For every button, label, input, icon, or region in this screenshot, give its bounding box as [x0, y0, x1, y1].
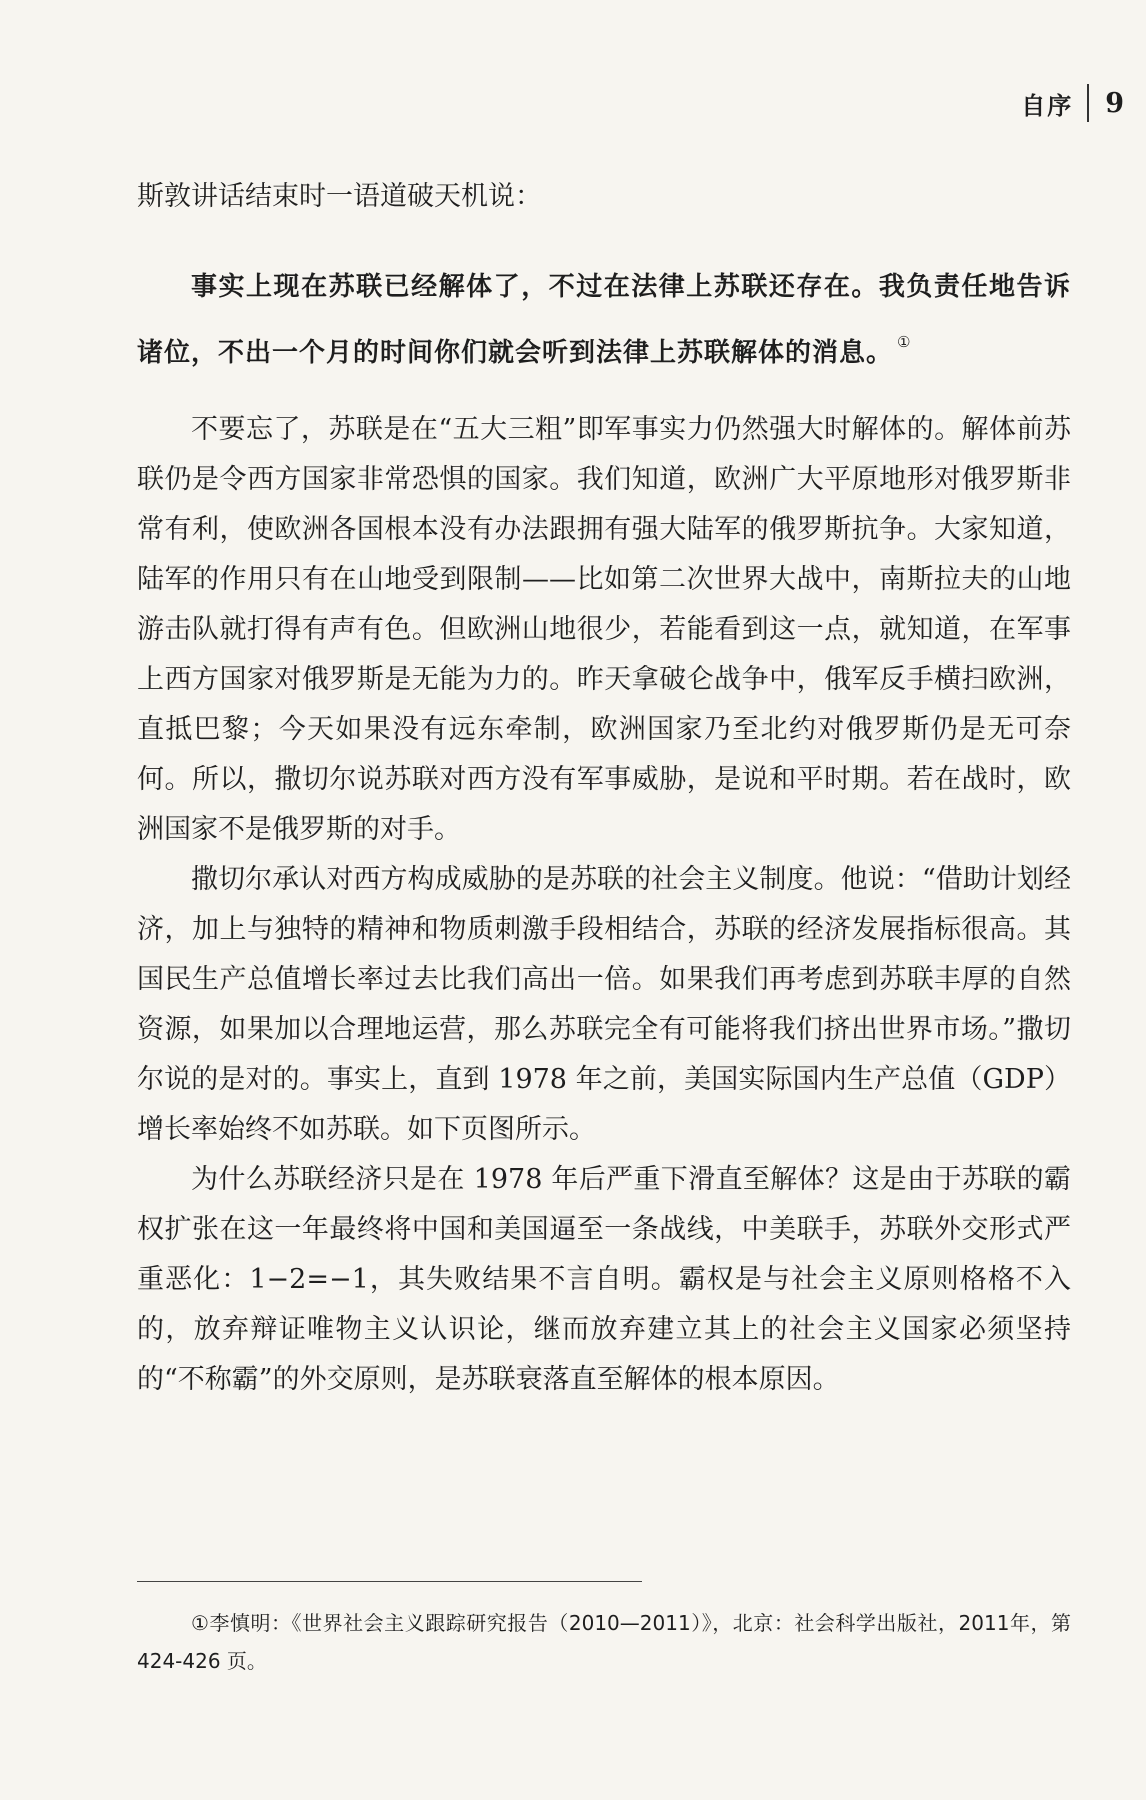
intro-line: 斯敦讲话结束时一语道破天机说： [137, 181, 542, 212]
footnote-reference: ① [897, 333, 912, 351]
intro-paragraph [137, 172, 1071, 222]
footnote-separator [137, 1581, 642, 1582]
paragraph-hegemony: 为什么苏联经济只是在 1978 年后严重下滑直至解体？这是由于苏联的霸权扩张在这一年最终将中国和美国逼至一条战线，中美联手，苏联外交形式严重恶化：1−2=−1，其失败结果不言自明。霸权是与社会主义原则格格不入的，放弃辩证唯物主义认识论，继而放弃建立其上的社会主义国家必须坚持的“不称霸”的外交原则，是苏联衰落直至解体的根本原因。 [137, 1164, 1071, 1395]
paragraph-economy: 撒切尔承认对西方构成威胁的是苏联的社会主义制度。他说：“借助计划经济，加上与独特的精神和物质刺激手段相结合，苏联的经济发展指标很高。其国民生产总值增长率过去比我们高出一倍。如果我们再考虑到苏联丰厚的自然资源，如果加以合理地运营，那么苏联完全有可能将我们挤出世界市场。”撒切尔说的是对的。事实上，直到 1978 年之前，美国实际国内生产总值（GDP）增长率始终不如苏联。如下页图所示。 [137, 864, 1071, 1145]
paragraph-military: 不要忘了，苏联是在“五大三粗”即军事实力仍然强大时解体的。解体前苏联仍是令西方国家非常恐惧的国家。我们知道，欧洲广大平原地形对俄罗斯非常有利，使欧洲各国根本没有办法跟拥有强大陆军的俄罗斯抗争。大家知道，陆军的作用只有在山地受到限制——比如第二次世界大战中，南斯拉夫的山地游击队就打得有声有色。但欧洲山地很少，若能看到这一点，就知道，在军事上西方国家对俄罗斯是无能为力的。昨天拿破仑战争中，俄军反手横扫欧洲，直抵巴黎；今天如果没有远东牵制，欧洲国家乃至北约对俄罗斯仍是无可奈何。所以，撒切尔说苏联对西方没有军事威胁，是说和平时期。若在战时，欧洲国家不是俄罗斯的对手。 [137, 414, 1071, 845]
page-number: 9 [1105, 87, 1124, 119]
quote-text: 事实上现在苏联已经解体了，不过在法律上苏联还存在。我负责任地告诉诸位，不出一个月的时间你们就会听到法律上苏联解体的消息。 [137, 272, 1071, 368]
running-head-divider [1087, 84, 1089, 122]
main-text [137, 405, 1071, 1405]
block-quote [137, 260, 1071, 381]
running-head-section: 自序 [1021, 91, 1074, 120]
running-head [1021, 84, 1124, 122]
footnote: ①李慎明：《世界社会主义跟踪研究报告（2010—2011）》，北京：社会科学出版社，2011年，第 424-426 页。 [137, 1611, 1071, 1673]
